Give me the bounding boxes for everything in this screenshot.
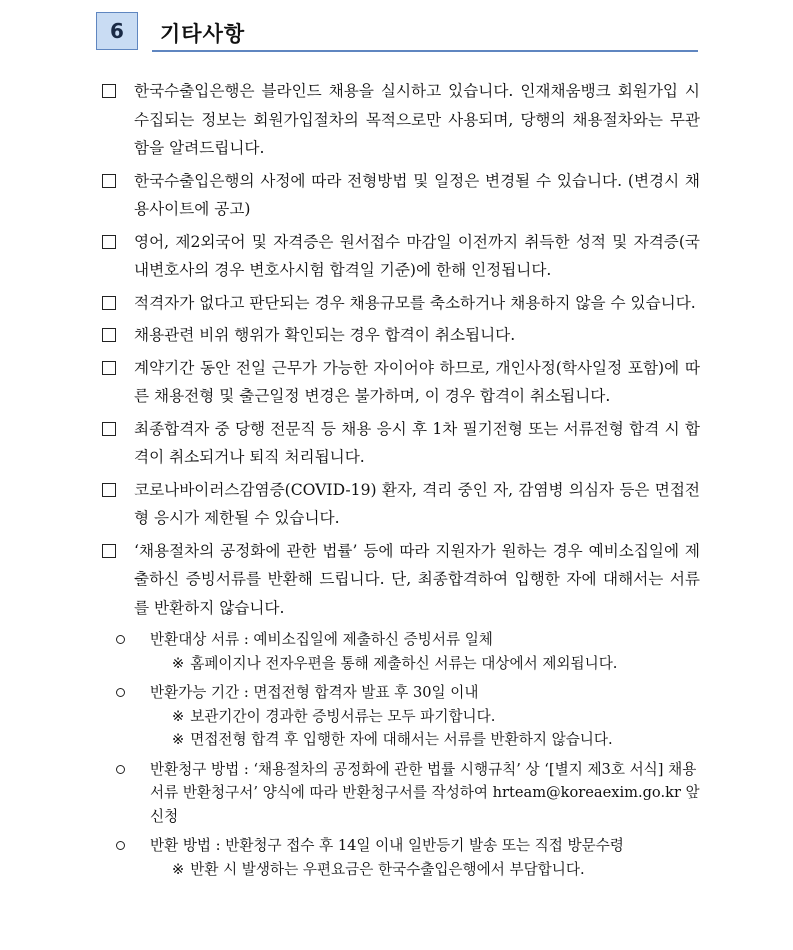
- checkbox-square-icon: [102, 84, 116, 98]
- checkbox-square-icon: [102, 361, 116, 375]
- checkbox-square-icon: [102, 235, 116, 249]
- circle-bullet-icon: [116, 765, 125, 774]
- sub-item: 반환가능 기간 : 면접전형 합격자 발표 후 30일 이내 ※ 보관기간이 경과한 증빙서류는 모두 파기합니다. ※ 면접전형 합격 후 입행한 자에 대해서는 서류를 반환하지 않습니다.: [114, 681, 700, 752]
- note: ※ 홈페이지나 전자우편을 통해 제출하신 서류는 대상에서 제외됩니다.: [172, 654, 618, 672]
- circle-bullet-icon: [116, 635, 125, 644]
- notice-item: 코로나바이러스감염증(COVID-19) 환자, 격리 중인 자, 감염병 의심자 등은 면접전형 응시가 제한될 수 있습니다.: [102, 476, 700, 533]
- checkbox-square-icon: [102, 296, 116, 310]
- section-number: 6: [96, 12, 138, 50]
- checkbox-square-icon: [102, 544, 116, 558]
- note-mark: ※: [172, 731, 185, 748]
- note-mark: ※: [172, 654, 185, 672]
- sub-item: 반환 방법 : 반환청구 접수 후 14일 이내 일반등기 발송 또는 직접 방문수령 ※ 반환 시 발생하는 우편요금은 한국수출입은행에서 부담합니다.: [114, 834, 700, 881]
- sub-item: 반환대상 서류 : 예비소집일에 제출하신 증빙서류 일체 ※ 홈페이지나 전자우편을 통해 제출하신 서류는 대상에서 제외됩니다.: [114, 628, 700, 675]
- notice-item: ‘채용절차의 공정화에 관한 법률’ 등에 따라 지원자가 원하는 경우 예비소집일에 제출하신 증빙서류를 반환해 드립니다. 단, 최종합격하여 입행한 자에 대해서는 서류를 반환하지 않습니다.: [102, 537, 700, 623]
- notice-item: 채용관련 비위 행위가 확인되는 경우 합격이 취소됩니다.: [102, 321, 700, 350]
- note-mark: ※: [172, 860, 185, 878]
- note-mark: ※: [172, 707, 185, 725]
- notice-item: 최종합격자 중 당행 전문직 등 채용 응시 후 1차 필기전형 또는 서류전형 합격 시 합격이 취소되거나 퇴직 처리됩니다.: [102, 415, 700, 472]
- circle-bullet-icon: [116, 688, 125, 697]
- notice-item: 영어, 제2외국어 및 자격증은 원서접수 마감일 이전까지 취득한 성적 및 자격증(국내변호사의 경우 변호사시험 합격일 기준)에 한해 인정됩니다.: [102, 228, 700, 285]
- notice-item: 계약기간 동안 전일 근무가 가능한 자이어야 하므로, 개인사정(학사일정 포함)에 따른 채용전형 및 출근일정 변경은 불가하며, 이 경우 합격이 취소됩니다.: [102, 354, 700, 411]
- notice-list: [102, 77, 700, 881]
- notice-item: 한국수출입은행은 블라인드 채용을 실시하고 있습니다. 인재채움뱅크 회원가입 시 수집되는 정보는 회원가입절차의 목적으로만 사용되며, 당행의 채용절차와는 무관함을 알려드립니다.: [102, 77, 700, 163]
- sub-item: 반환청구 방법 : ‘채용절차의 공정화에 관한 법률 시행규칙’ 상 ‘[별지 제3호 서식] 채용서류 반환청구서’ 양식에 따라 반환청구서를 작성하여 hrteam@koreaexim.go.kr 앞 신청: [114, 758, 700, 829]
- notice-item: 한국수출입은행의 사정에 따라 전형방법 및 일정은 변경될 수 있습니다. (변경시 채용사이트에 공고): [102, 167, 700, 224]
- notice-item: 적격자가 없다고 판단되는 경우 채용규모를 축소하거나 채용하지 않을 수 있습니다.: [102, 289, 700, 318]
- section-title: 기타사항: [160, 22, 246, 46]
- circle-bullet-icon: [116, 841, 125, 850]
- checkbox-square-icon: [102, 422, 116, 436]
- checkbox-square-icon: [102, 174, 116, 188]
- section-header: [96, 12, 700, 54]
- checkbox-square-icon: [102, 328, 116, 342]
- header-underline: [152, 50, 698, 52]
- note: ※ 면접전형 합격 후 입행한 자에 대해서는 서류를 반환하지 않습니다.: [172, 731, 613, 748]
- note: ※ 반환 시 발생하는 우편요금은 한국수출입은행에서 부담합니다.: [172, 860, 585, 878]
- checkbox-square-icon: [102, 483, 116, 497]
- note: ※ 보관기간이 경과한 증빙서류는 모두 파기합니다.: [172, 707, 496, 725]
